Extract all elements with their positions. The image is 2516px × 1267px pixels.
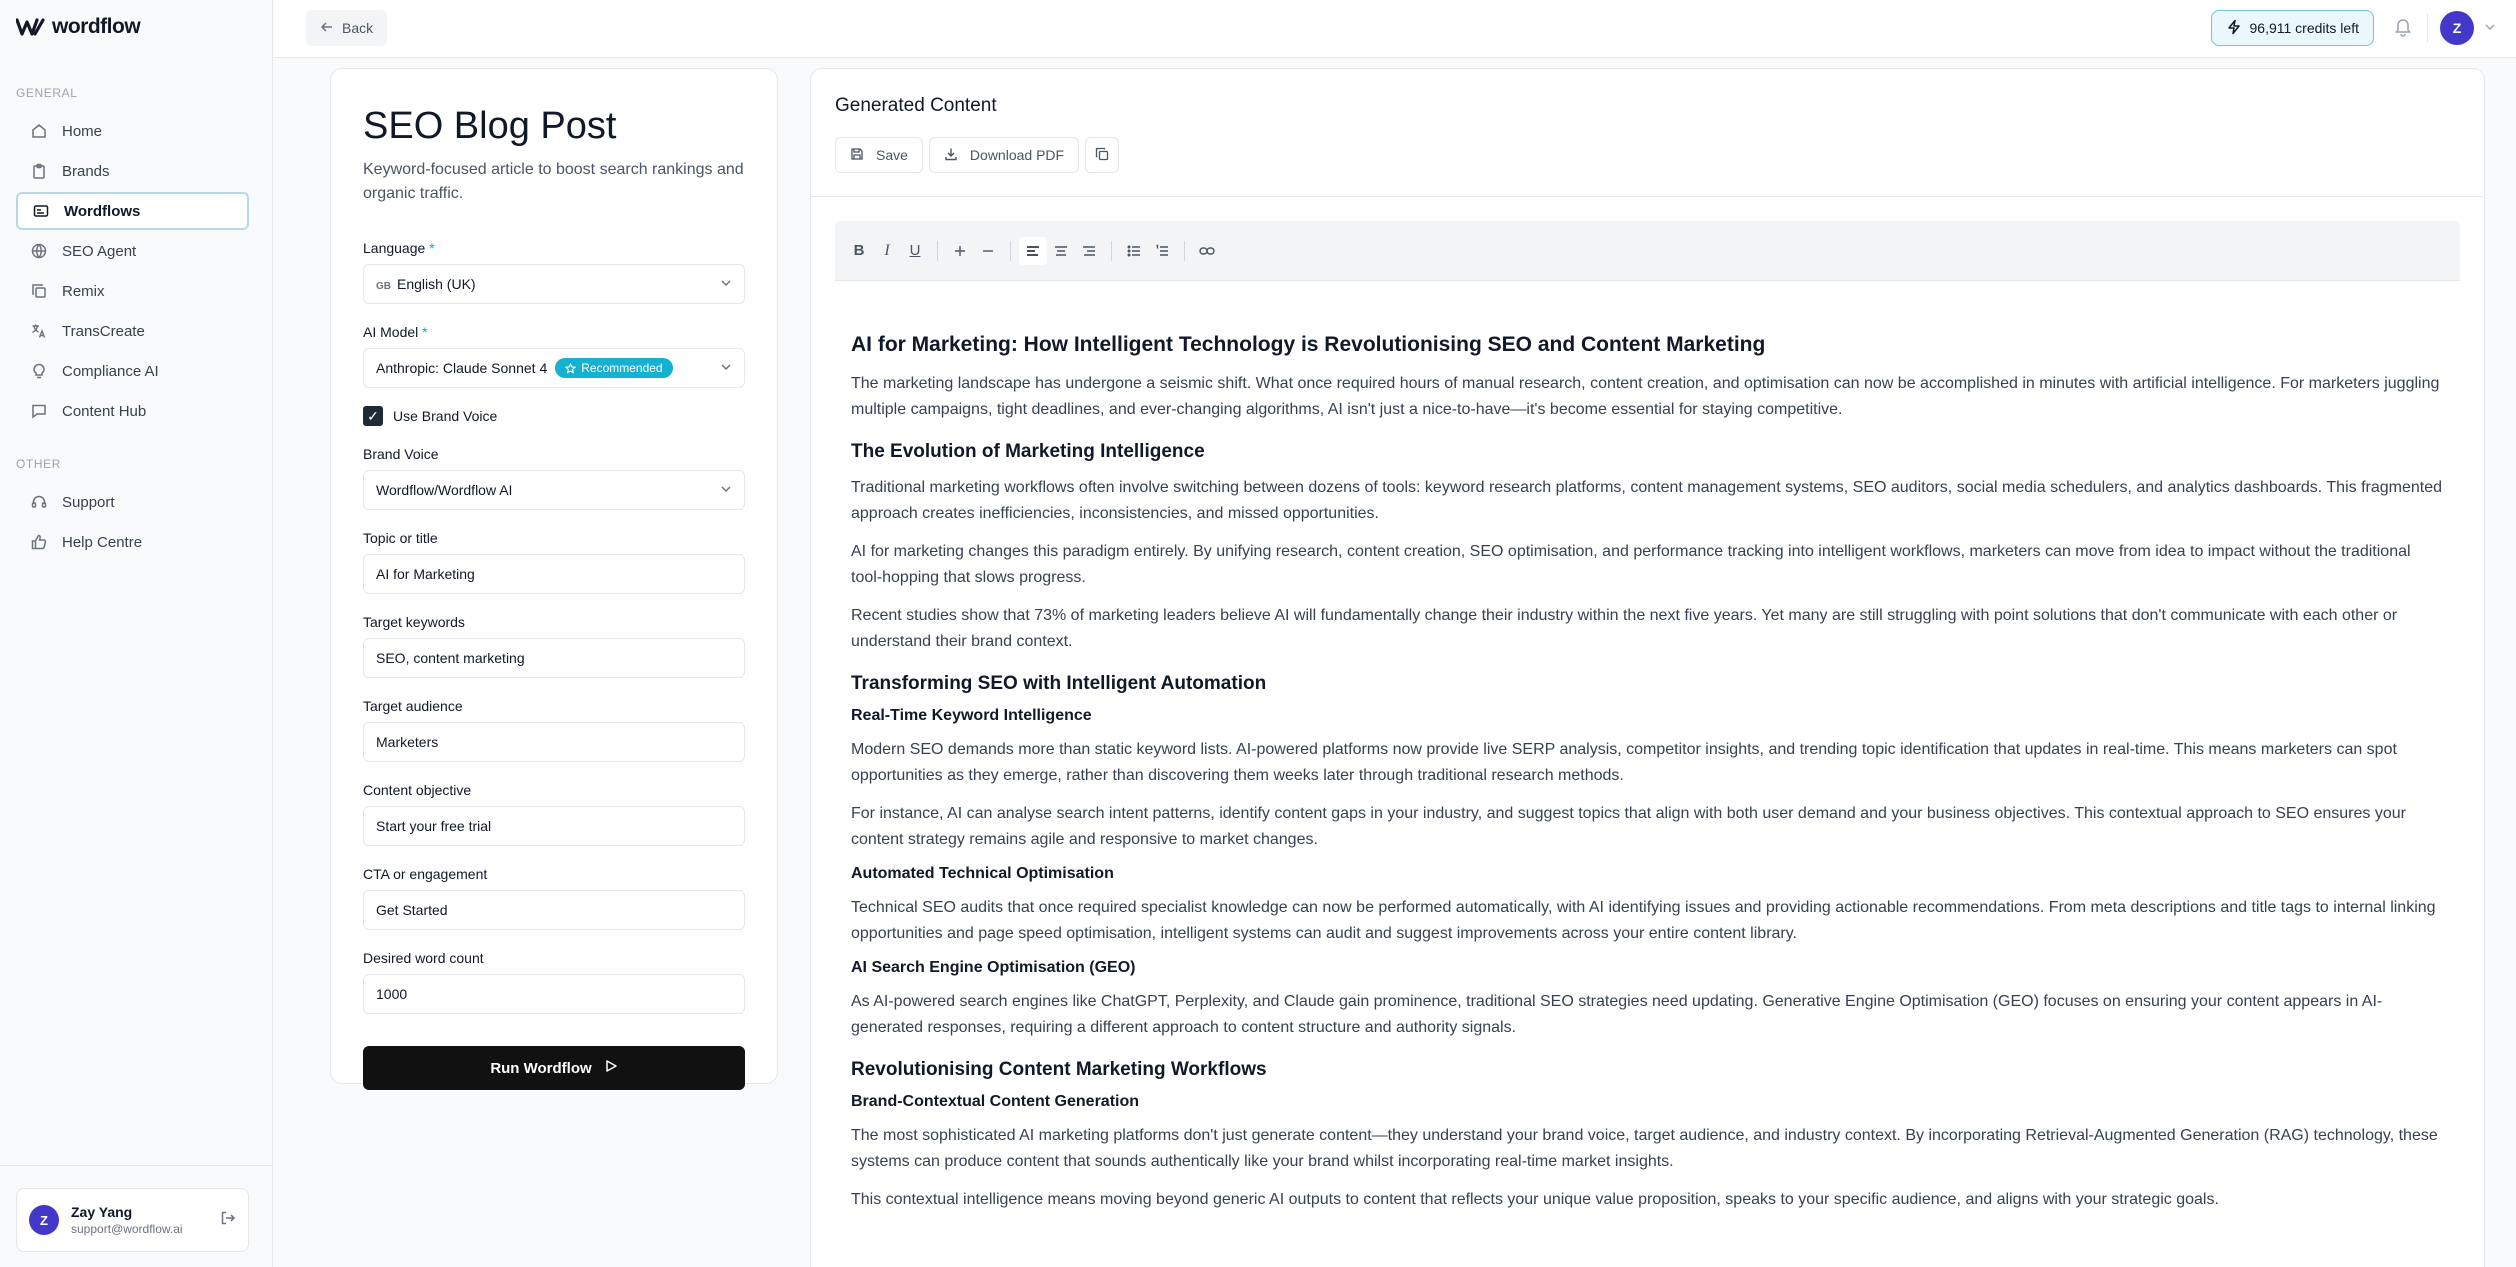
sidebar-item-support[interactable] bbox=[16, 483, 249, 521]
user-name: Zay Yang bbox=[71, 1204, 133, 1220]
other-nav bbox=[16, 483, 249, 563]
download-icon bbox=[944, 147, 958, 164]
sidebar-item-wordflows[interactable] bbox=[16, 192, 249, 230]
audience-input[interactable]: Marketers bbox=[363, 722, 745, 762]
plus-icon[interactable] bbox=[946, 237, 974, 265]
doc-heading: Revolutionising Content Marketing Workflows bbox=[851, 1059, 1267, 1080]
sidebar-item-label: Help Centre bbox=[62, 533, 143, 551]
align-center-icon[interactable] bbox=[1047, 237, 1075, 265]
doc-subheading: Automated Technical Optimisation bbox=[851, 865, 1114, 882]
clipboard-icon bbox=[30, 162, 48, 180]
user-card[interactable] bbox=[16, 1188, 249, 1252]
doc-paragraph: Modern SEO demands more than static keyword lists. AI-powered platforms now provide live SERP analysis, competitor insights, and trending topic identification that updates in real-time. This means marketers can spot opportunities as they emerge, rather than discovering them weeks later through traditional research methods. bbox=[851, 741, 2397, 784]
home-icon bbox=[30, 122, 48, 140]
cta-label: CTA or engagement bbox=[363, 866, 488, 882]
generated-content-panel bbox=[810, 68, 2485, 1267]
sidebar-item-remix[interactable] bbox=[16, 272, 249, 310]
sidebar-item-label: Wordflows bbox=[64, 202, 141, 220]
toolbar-separator bbox=[1010, 241, 1011, 261]
document-body[interactable] bbox=[811, 281, 2484, 1213]
topic-input[interactable]: AI for Marketing bbox=[363, 554, 745, 594]
doc-paragraph: For instance, AI can analyse search intent patterns, identify content gaps in your industry, and suggest topics that align with both user demand and your business objectives. This contextual approach to SEO ensures your content strategy remains agile and responsive to market changes. bbox=[851, 805, 2406, 848]
copy-icon bbox=[1095, 147, 1109, 164]
general-section-label: GENERAL bbox=[16, 86, 78, 100]
sidebar-item-label: TransCreate bbox=[62, 322, 145, 340]
run-wordflow-button[interactable] bbox=[363, 1046, 745, 1090]
chevron-down-icon bbox=[720, 482, 732, 498]
doc-paragraph: This contextual intelligence means moving beyond generic AI outputs to content that reflects your unique value proposition, speaks to your specific audience, and aligns with your strategic goals. bbox=[851, 1191, 2219, 1208]
wordcount-input[interactable]: 1000 bbox=[363, 974, 745, 1014]
keywords-label: Target keywords bbox=[363, 614, 465, 630]
doc-subheading: Brand-Contextual Content Generation bbox=[851, 1093, 1140, 1110]
translate-icon bbox=[30, 322, 48, 340]
numbered-list-icon[interactable] bbox=[1148, 237, 1176, 265]
credits-badge[interactable] bbox=[2211, 10, 2374, 46]
toolbar-separator bbox=[1184, 241, 1185, 261]
bell-icon[interactable] bbox=[2394, 17, 2412, 42]
ai-model-label: AI Model * bbox=[363, 324, 428, 340]
logout-icon[interactable] bbox=[220, 1210, 236, 1231]
content-title: Generated Content bbox=[835, 95, 997, 116]
sidebar-item-label: SEO Agent bbox=[62, 242, 137, 260]
lightbulb-icon bbox=[30, 362, 48, 380]
star-icon bbox=[565, 363, 576, 374]
doc-paragraph: Traditional marketing workflows often involve switching between dozens of tools: keyword research platforms, content management systems, SEO auditors, social media schedulers, and analytics dashboards. This fragmented approach creates inefficiencies, inconsistencies, and missed opportunities. bbox=[851, 479, 2442, 522]
download-pdf-button[interactable] bbox=[929, 137, 1079, 173]
headset-icon bbox=[30, 493, 48, 511]
page-title: SEO Blog Post bbox=[363, 105, 617, 147]
objective-input[interactable]: Start your free trial bbox=[363, 806, 745, 846]
doc-paragraph: Technical SEO audits that once required specialist knowledge can now be performed automatically, with AI identifying issues and providing actionable recommendations. From meta descriptions and title tags to internal linking opportunities and page speed optimisation, intelligent systems can audit and suggest improvements across your entire content library. bbox=[851, 899, 2436, 942]
doc-paragraph: As AI-powered search engines like ChatGPT, Perplexity, and Claude gain prominence, traditional SEO strategies need updating. Generative Engine Optimisation (GEO) focuses on ensuring your content appears in AI-generated responses, requiring a different approach to content structure and authority signals. bbox=[851, 993, 2383, 1036]
sidebar-item-label: Content Hub bbox=[62, 402, 147, 420]
toolbar-separator bbox=[937, 241, 938, 261]
editor-toolbar bbox=[835, 221, 2460, 281]
italic-button[interactable]: I bbox=[884, 241, 890, 259]
keywords-input[interactable]: SEO, content marketing bbox=[363, 638, 745, 678]
language-label: Language * bbox=[363, 240, 435, 256]
chevron-down-icon[interactable] bbox=[2484, 20, 2496, 38]
copy-button[interactable] bbox=[1085, 137, 1119, 173]
underline-button[interactable]: U bbox=[909, 242, 921, 259]
wordcount-label: Desired word count bbox=[363, 950, 484, 966]
topbar-divider bbox=[2427, 14, 2428, 42]
align-left-icon[interactable] bbox=[1019, 237, 1047, 265]
brand-voice-select[interactable] bbox=[363, 470, 745, 510]
recommended-badge: Recommended bbox=[555, 358, 672, 378]
user-avatar: Z bbox=[29, 1205, 59, 1235]
lightning-icon bbox=[2226, 19, 2242, 38]
copy-icon bbox=[30, 282, 48, 300]
credits-text: 96,911 credits left bbox=[2249, 20, 2359, 36]
wordflow-logo-icon bbox=[16, 18, 46, 36]
sidebar-item-compliance-ai[interactable] bbox=[16, 352, 249, 390]
sidebar-item-help-centre[interactable] bbox=[16, 523, 249, 561]
doc-paragraph: Recent studies show that 73% of marketing leaders believe AI will fundamentally change their industry within the next five years. Yet many are still struggling with point solutions that don't communicate with each other or understand their brand context. bbox=[851, 607, 2398, 650]
topic-label: Topic or title bbox=[363, 530, 438, 546]
back-label: Back bbox=[342, 20, 374, 36]
link-icon[interactable] bbox=[1193, 237, 1221, 265]
sidebar-item-brands[interactable] bbox=[16, 152, 249, 190]
toolbar-separator bbox=[1111, 241, 1112, 261]
use-brand-voice-checkbox[interactable]: ✓ bbox=[363, 406, 383, 426]
topbar bbox=[274, 0, 2516, 58]
sidebar bbox=[0, 0, 273, 1267]
brand-voice-value: Wordflow/Wordflow AI bbox=[376, 482, 513, 498]
sidebar-item-label: Brands bbox=[62, 162, 110, 180]
back-button[interactable] bbox=[306, 10, 387, 46]
save-icon bbox=[850, 147, 864, 164]
doc-paragraph: The marketing landscape has undergone a seismic shift. What once required hours of manual research, content creation, and optimisation can now be accomplished in minutes with artificial intelligence. For marketers juggling multiple campaigns, tight deadlines, and ever-changing algorithms, AI isn't just a nice-to-have—it's become essential for staying competitive. bbox=[851, 375, 2440, 418]
sidebar-item-label: Home bbox=[62, 122, 103, 140]
brand-name: wordflow bbox=[52, 15, 141, 38]
sidebar-item-seo-agent[interactable] bbox=[16, 232, 249, 270]
doc-subheading: AI Search Engine Optimisation (GEO) bbox=[851, 959, 1136, 976]
use-brand-voice-label: Use Brand Voice bbox=[393, 408, 498, 424]
ai-model-select[interactable] bbox=[363, 348, 745, 388]
chevron-down-icon bbox=[720, 276, 732, 292]
download-label: Download PDF bbox=[969, 147, 1065, 163]
logo[interactable] bbox=[16, 15, 140, 39]
doc-paragraph: The most sophisticated AI marketing platforms don't just generate content—they understand your brand voice, target audience, and industry context. By incorporating Retrieval-Augmented Generation (RAG) technology, these systems can produce content that sounds authentically like your brand whilst incorporating real-time market insights. bbox=[851, 1127, 2438, 1170]
doc-paragraph: AI for marketing changes this paradigm entirely. By unifying research, content creation, SEO optimisation, and performance tracking into intelligent workflows, marketers can move from idea to impact without the traditional tool-hopping that slows progress. bbox=[851, 543, 2411, 586]
language-value: English (UK) bbox=[397, 276, 476, 292]
save-label: Save bbox=[876, 147, 908, 163]
language-select[interactable] bbox=[363, 264, 745, 304]
arrow-left-icon bbox=[320, 20, 334, 37]
doc-heading: Transforming SEO with Intelligent Automation bbox=[851, 673, 1267, 694]
general-nav bbox=[16, 112, 249, 432]
sidebar-item-label: Support bbox=[62, 493, 115, 511]
use-brand-voice-row[interactable] bbox=[363, 406, 745, 426]
minus-icon[interactable] bbox=[974, 237, 1002, 265]
sidebar-item-label: Remix bbox=[62, 282, 105, 300]
play-icon bbox=[604, 1059, 618, 1077]
sidebar-item-home[interactable] bbox=[16, 112, 249, 150]
objective-label: Content objective bbox=[363, 782, 472, 798]
flag-icon: GB bbox=[376, 281, 391, 292]
cta-input[interactable]: Get Started bbox=[363, 890, 745, 930]
save-button[interactable] bbox=[835, 137, 923, 173]
sidebar-item-transcreate[interactable] bbox=[16, 312, 249, 350]
chevron-down-icon bbox=[720, 360, 732, 376]
run-label: Run Wordflow bbox=[490, 1059, 592, 1077]
page-description: Keyword-focused article to boost search rankings and organic traffic. bbox=[363, 161, 744, 202]
other-section-label: OTHER bbox=[16, 457, 61, 471]
align-right-icon[interactable] bbox=[1075, 237, 1103, 265]
ai-model-value: Anthropic: Claude Sonnet 4 bbox=[376, 360, 548, 376]
sidebar-divider bbox=[0, 1165, 273, 1166]
doc-subheading: Real-Time Keyword Intelligence bbox=[851, 707, 1092, 724]
workflow-icon bbox=[32, 202, 50, 220]
message-icon bbox=[30, 402, 48, 420]
account-avatar[interactable]: Z bbox=[2440, 11, 2474, 45]
doc-heading: The Evolution of Marketing Intelligence bbox=[851, 441, 1205, 462]
bullet-list-icon[interactable] bbox=[1120, 237, 1148, 265]
thumbs-up-icon bbox=[30, 533, 48, 551]
audience-label: Target audience bbox=[363, 698, 463, 714]
sidebar-item-label: Compliance AI bbox=[62, 362, 159, 380]
doc-heading: AI for Marketing: How Intelligent Technology is Revolutionising SEO and Content Marketing bbox=[851, 333, 1766, 356]
globe-icon bbox=[30, 242, 48, 260]
user-email: support@wordflow.ai bbox=[71, 1222, 183, 1236]
bold-button[interactable]: B bbox=[853, 242, 865, 259]
brand-voice-label: Brand Voice bbox=[363, 446, 439, 462]
sidebar-item-content-hub[interactable] bbox=[16, 392, 249, 430]
workflow-form-panel bbox=[330, 68, 778, 1084]
